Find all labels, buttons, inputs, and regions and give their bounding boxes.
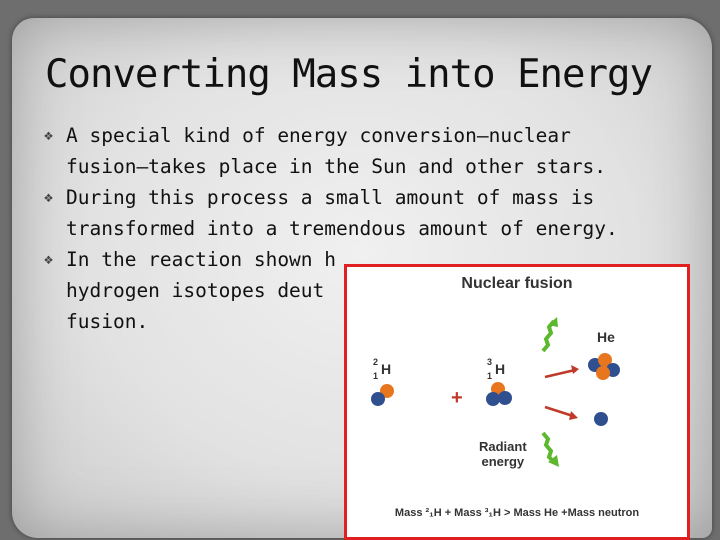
bullet-line: hydrogen isotopes deut — [66, 279, 325, 302]
bullet-icon: ❖ — [44, 126, 54, 144]
bullet-icon: ❖ — [44, 250, 54, 268]
neutron-icon — [486, 392, 500, 406]
bullet-line: A special kind of energy conversion—nuclear — [66, 124, 571, 147]
bullet-line: fusion. — [66, 310, 149, 333]
deuterium-atomic-number: 1 — [373, 371, 379, 381]
green-arrow-icon — [543, 317, 558, 351]
green-arrow-icon — [543, 433, 559, 467]
deuterium-mass-number: 2 — [373, 357, 379, 367]
bullet-line: During this process a small amount of mass is — [66, 186, 595, 209]
slide-title: Converting Mass into Energy — [45, 52, 652, 97]
nuclear-fusion-figure — [344, 264, 690, 540]
radiant-energy-line: energy — [481, 454, 525, 469]
tritium-mass-number: 3 — [487, 357, 493, 367]
bullet-line: In the reaction shown h — [66, 248, 337, 271]
bullet-icon: ❖ — [44, 188, 54, 206]
tritium-symbol: H — [495, 361, 506, 377]
radiant-energy-line: Radiant — [479, 439, 527, 454]
proton-icon — [596, 366, 610, 380]
red-arrow-icon — [545, 407, 578, 420]
bullet-line: fusion—takes place in the Sun and other stars. — [66, 155, 607, 178]
red-arrow-icon — [545, 365, 579, 377]
neutron-icon — [498, 391, 512, 405]
bullet-item — [44, 120, 708, 182]
bullet-item — [44, 182, 708, 244]
figure-title: Nuclear fusion — [461, 275, 573, 292]
helium-label: He — [597, 329, 615, 345]
fusion-diagram — [347, 267, 687, 537]
tritium-atomic-number: 1 — [487, 371, 493, 381]
bullet-line: transformed into a tremendous amount of energy. — [66, 217, 618, 240]
plus-sign: + — [451, 387, 463, 409]
neutron-icon — [594, 412, 608, 426]
neutron-icon — [371, 392, 385, 406]
mass-equation: Mass ²₁H + Mass ³₁H > Mass He +Mass neutron — [394, 507, 640, 519]
deuterium-symbol: H — [381, 361, 392, 377]
